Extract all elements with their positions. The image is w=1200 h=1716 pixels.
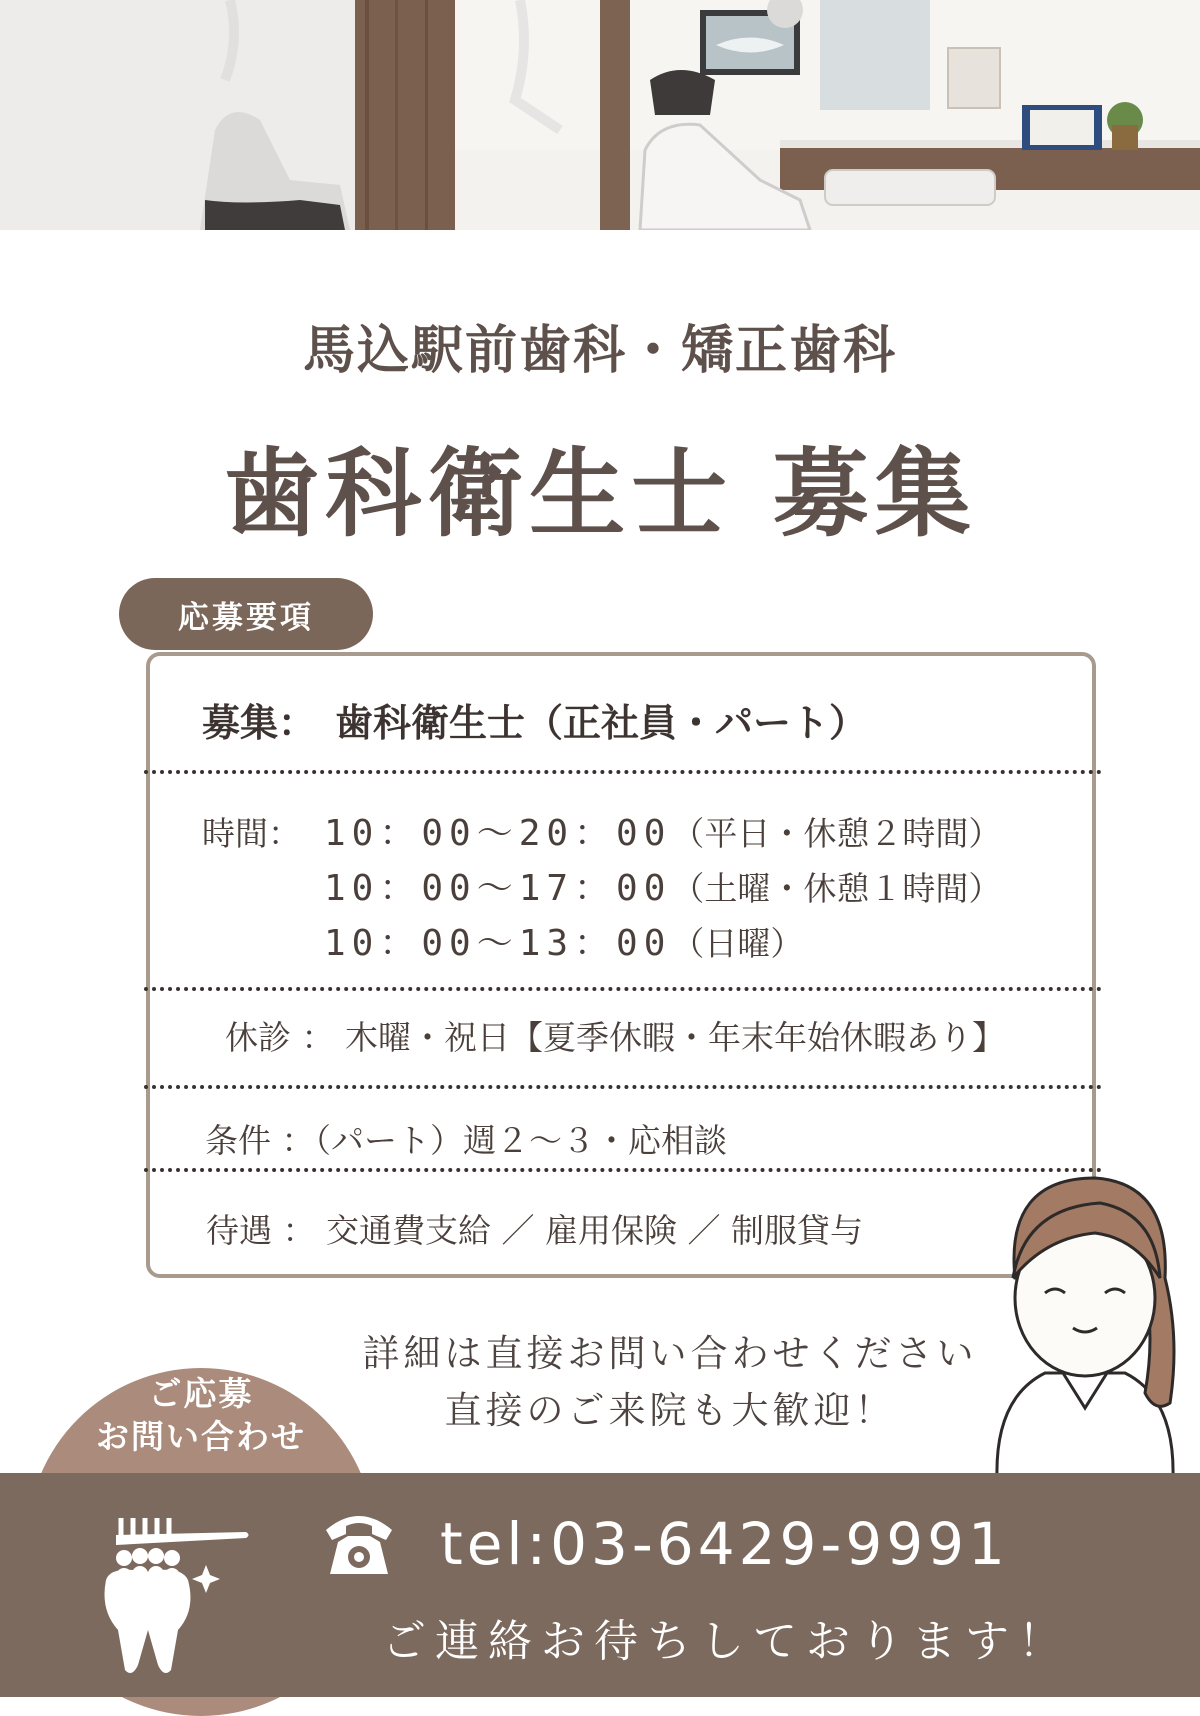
- telephone-icon: [322, 1508, 396, 1578]
- closed-days-row: 休診 ： 木曜・祝日【夏季休暇・年末年始休暇あり】: [225, 1018, 1005, 1057]
- divider: [144, 987, 1102, 991]
- page-title: 歯科衛生士 募集: [223, 438, 977, 550]
- divider: [144, 770, 1102, 774]
- hours-line: 10：00～20：00（平日・休憩２時間）: [324, 813, 1002, 854]
- divider: [144, 1085, 1102, 1089]
- benefits-row: 待遇 ： 交通費支給 ／ 雇用保険 ／ 制服貸与: [206, 1211, 863, 1250]
- hours-row: [202, 806, 1001, 971]
- hours-line: 10：00～13：00（日曜）: [324, 923, 804, 964]
- toothbrush-tooth-icon: [96, 1510, 266, 1680]
- position-row: 募集： 歯科衛生士（正社員・パート）: [202, 701, 868, 745]
- contact-message: 詳細は直接お問い合わせください 直接のご来院も大歓迎！: [362, 1332, 978, 1432]
- hours-label: 時間：: [202, 814, 301, 853]
- inquiry-label: ご応募 お問い合わせ: [96, 1374, 306, 1456]
- woman-illustration: [985, 1168, 1185, 1478]
- divider: [144, 1168, 1102, 1172]
- requirements-tab: 応募要項: [119, 578, 373, 650]
- hours-line: 10：00～17：00（土曜・休憩１時間）: [324, 868, 1002, 909]
- closing-message: ご連絡お待ちしております！: [382, 1616, 1071, 1667]
- clinic-name: 馬込駅前歯科・矯正歯科: [302, 321, 897, 381]
- clinic-photo: [0, 0, 1200, 230]
- phone-number[interactable]: tel:03-6429-9991: [440, 1510, 1009, 1578]
- conditions-row: 条件 ：（パート）週２～３・応相談: [205, 1121, 727, 1160]
